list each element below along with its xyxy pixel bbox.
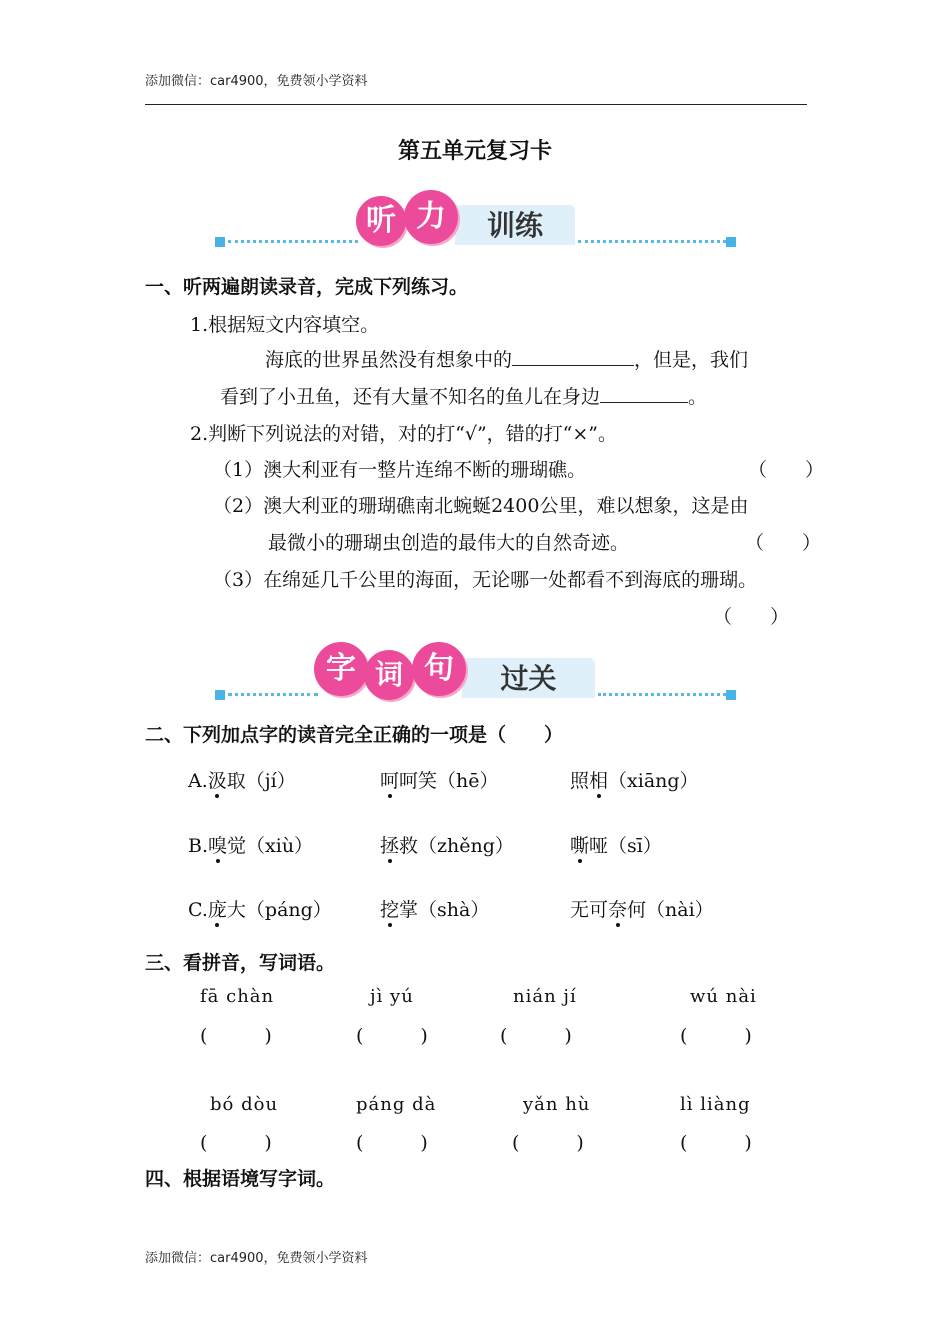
option-a-item-3-text: （xiāng） — [608, 770, 699, 792]
pinyin-5: bó dòu — [210, 1094, 279, 1115]
answer-box-1[interactable]: ( ) — [200, 1025, 272, 1047]
option-b-item-2-text: 救（zhěng） — [399, 835, 514, 857]
q1-blank-2[interactable] — [600, 384, 688, 403]
footer-note: 添加微信：car4900，免费领小学资料 — [145, 1251, 368, 1266]
banner2-dotted-line-left — [228, 693, 318, 696]
option-b-item-3-text: 哑（sī） — [589, 835, 662, 857]
banner-circle-1: 听 — [356, 196, 406, 246]
option-b[interactable] — [188, 831, 313, 858]
option-b-letter: B. — [188, 835, 209, 857]
option-a[interactable] — [188, 766, 296, 793]
banner2-circle-1: 字 — [314, 642, 368, 696]
option-c[interactable] — [188, 895, 332, 922]
q2-answer-3[interactable]: （ ） — [713, 606, 790, 628]
q2-item-1: （1）澳大利亚有一整片连绵不断的珊瑚礁。 — [213, 459, 587, 481]
option-a-item-3-dotted-char: 相 — [589, 766, 608, 793]
q2-item-2: （2）澳大利亚的珊瑚礁南北蜿蜒2400公里，难以想象，这是由 — [213, 495, 749, 517]
answer-box-3[interactable]: ( ) — [500, 1025, 572, 1047]
pinyin-6: páng dà — [356, 1094, 437, 1115]
q1-label: 1.根据短文内容填空。 — [190, 314, 380, 336]
banner2-tab: 过关 — [462, 658, 595, 698]
banner-square-left — [215, 237, 225, 247]
banner2-dotted-line-right — [598, 693, 726, 696]
pinyin-8: lì liàng — [680, 1094, 751, 1115]
header-divider — [145, 104, 807, 105]
option-a-item-2 — [380, 766, 499, 793]
q1-line1-text-a: 海底的世界虽然没有想象中的 — [265, 349, 513, 371]
banner-square-right — [726, 237, 736, 247]
option-c-item-2-text: 掌（shà） — [399, 899, 490, 921]
section3-heading: 三、看拼音，写词语。 — [145, 952, 336, 974]
q1-blank-1[interactable] — [512, 347, 634, 366]
banner2-square-left — [215, 690, 225, 700]
option-c-text: 大（páng） — [226, 899, 332, 921]
answer-box-6[interactable]: ( ) — [356, 1132, 428, 1154]
option-c-item-3-dotted-char: 奈 — [608, 895, 627, 922]
pinyin-4: wú nài — [690, 986, 757, 1007]
banner-dotted-line-right — [578, 240, 726, 243]
header-note: 添加微信：car4900，免费领小学资料 — [145, 74, 368, 89]
option-c-letter: C. — [188, 899, 208, 921]
q2-item-2-cont: 最微小的珊瑚虫创造的最伟大的自然奇迹。 — [268, 532, 630, 554]
pinyin-1: fā chàn — [200, 986, 275, 1007]
banner2-square-right — [726, 690, 736, 700]
q2-item-3: （3）在绵延几千公里的海面，无论哪一处都看不到海底的珊瑚。 — [213, 569, 758, 591]
answer-box-8[interactable]: ( ) — [680, 1132, 752, 1154]
section1-heading: 一、听两遍朗读录音，完成下列练习。 — [145, 276, 469, 298]
option-c-item-3-text: 何（nài） — [627, 899, 714, 921]
q1-line2 — [220, 382, 707, 409]
option-b-item-2-dotted-char: 拯 — [380, 831, 399, 858]
option-a-dotted-char: 汲 — [208, 766, 227, 793]
answer-box-4[interactable]: ( ) — [680, 1025, 752, 1047]
answer-box-7[interactable]: ( ) — [512, 1132, 584, 1154]
page-title: 第五单元复习卡 — [397, 139, 552, 164]
option-a-item-2-dotted-char: 呵 — [380, 766, 399, 793]
answer-box-2[interactable]: ( ) — [356, 1025, 428, 1047]
option-c-item-3 — [570, 895, 714, 922]
q2-answer-2[interactable]: （ ） — [745, 532, 822, 554]
option-b-item-3-dotted-char: 嘶 — [570, 831, 589, 858]
option-b-item-2 — [380, 831, 514, 858]
pinyin-7: yǎn hù — [523, 1094, 591, 1115]
q1-line2-text-a: 看到了小丑鱼，还有大量不知名的鱼儿在身边 — [220, 386, 601, 408]
q1-line1 — [265, 345, 748, 372]
banner-tab: 训练 — [455, 205, 575, 245]
pinyin-3: nián jí — [513, 986, 577, 1007]
banner-dotted-line-left — [228, 240, 358, 243]
option-b-dotted-char: 嗅 — [208, 831, 227, 858]
option-a-item-2-text: 呵笑（hē） — [399, 770, 499, 792]
option-b-text: 觉（xiù） — [227, 835, 314, 857]
banner-circle-2: 力 — [404, 190, 458, 244]
section4-heading: 四、根据语境写字词。 — [145, 1168, 336, 1190]
option-c-item-2 — [380, 895, 489, 922]
q1-line1-text-b: ，但是，我们 — [634, 349, 749, 371]
banner2-circle-3: 句 — [412, 642, 466, 696]
option-a-item-3-pre: 照 — [570, 770, 590, 792]
answer-box-5[interactable]: ( ) — [200, 1132, 272, 1154]
q2-label: 2.判断下列说法的对错，对的打“√”，错的打“×”。 — [190, 423, 618, 445]
option-a-text: 取（jí） — [226, 770, 296, 792]
pinyin-2: jì yú — [370, 986, 414, 1007]
option-c-item-3-pre: 无可 — [570, 899, 609, 921]
option-a-letter: A. — [188, 770, 208, 792]
section2-heading: 二、下列加点字的读音完全正确的一项是（ ） — [145, 724, 564, 746]
q2-answer-1[interactable]: （ ） — [748, 459, 825, 481]
option-b-item-3 — [570, 831, 662, 858]
option-a-item-3 — [570, 766, 699, 793]
option-c-item-2-dotted-char: 挖 — [380, 895, 399, 922]
option-c-dotted-char: 庞 — [208, 895, 227, 922]
q1-line2-text-b: 。 — [688, 386, 708, 408]
banner2-circle-2: 词 — [364, 650, 414, 700]
